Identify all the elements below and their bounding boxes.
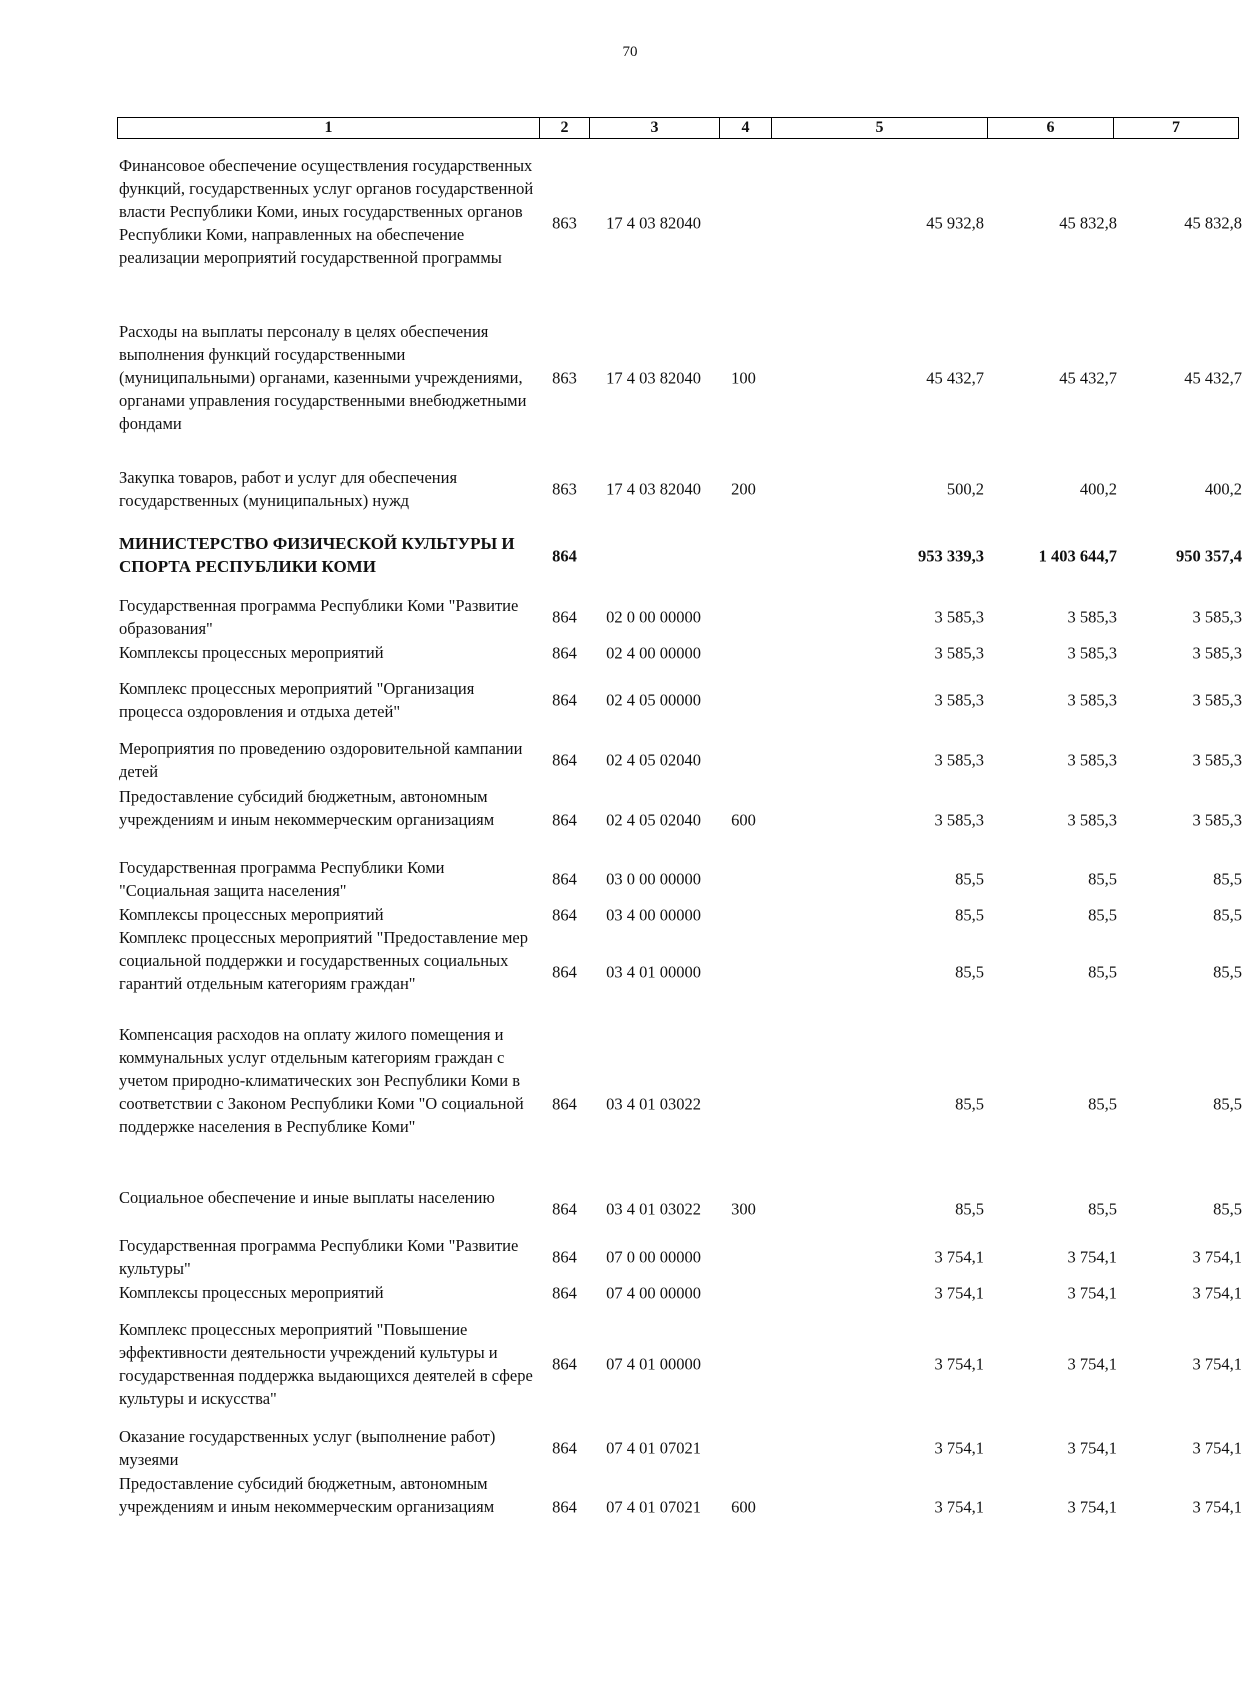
row-expense-type: 200 <box>731 479 756 499</box>
row-amount-2: 3 754,1 <box>1067 1438 1117 1458</box>
row-amount-1: 3 754,1 <box>934 1283 984 1302</box>
row-ministry-code: 863 <box>552 368 577 387</box>
row-amount-3: 400,2 <box>1204 479 1242 499</box>
row-description: Комплексы процессных мероприятий <box>119 905 384 924</box>
row-description: Закупка товаров, работ и услуг для обеспечения государственных (муниципальных) нужд <box>119 468 458 510</box>
column-header-7: 7 <box>1114 118 1239 139</box>
page-number: 70 <box>622 44 638 60</box>
row-description: Комплекс процессных мероприятий "Предоставление мер социальной поддержки и государственных социальных гарантий отдельным категориям граждан" <box>119 928 528 993</box>
row-description: МИНИСТЕРСТВО ФИЗИЧЕСКОЙ КУЛЬТУРЫ И СПОРТА РЕСПУБЛИКИ КОМИ <box>119 534 515 576</box>
row-description: Комплексы процессных мероприятий <box>119 643 384 662</box>
row-target-code: 03 4 01 03022 <box>606 1094 701 1113</box>
row-description: Социальное обеспечение и иные выплаты населению <box>119 1188 495 1207</box>
row-amount-1: 85,5 <box>955 962 984 982</box>
row-target-code: 03 0 00 00000 <box>606 869 701 889</box>
row-amount-2: 85,5 <box>1088 905 1117 924</box>
table-row <box>117 856 1242 902</box>
row-description: Мероприятия по проведению оздоровительной кампании детей <box>119 739 523 781</box>
column-header-6: 6 <box>988 118 1114 139</box>
table-row <box>117 1425 1242 1471</box>
table-row <box>117 926 1242 1018</box>
row-amount-2: 3 754,1 <box>1067 1354 1117 1374</box>
row-target-code: 02 4 05 00000 <box>606 690 701 710</box>
column-header-4: 4 <box>720 118 772 139</box>
row-ministry-code: 864 <box>552 607 577 627</box>
row-amount-1: 3 585,3 <box>934 643 984 662</box>
row-ministry-code: 864 <box>552 962 577 982</box>
row-target-code: 07 4 00 00000 <box>606 1283 701 1302</box>
row-amount-2: 85,5 <box>1088 869 1117 889</box>
row-amount-3: 85,5 <box>1213 1094 1242 1113</box>
row-amount-1: 3 585,3 <box>934 607 984 627</box>
row-target-code: 17 4 03 82040 <box>606 368 701 387</box>
row-amount-1: 953 339,3 <box>918 546 984 566</box>
row-ministry-code: 864 <box>552 546 577 566</box>
column-header-table <box>117 117 1239 139</box>
row-target-code: 17 4 03 82040 <box>606 479 701 499</box>
row-amount-1: 85,5 <box>955 869 984 889</box>
table-row <box>117 903 1242 926</box>
row-description: Государственная программа Республики Коми "Социальная защита населения" <box>119 858 445 900</box>
row-ministry-code: 864 <box>552 869 577 889</box>
row-amount-2: 400,2 <box>1079 479 1117 499</box>
row-amount-3: 3 585,3 <box>1192 643 1242 662</box>
row-amount-3: 3 585,3 <box>1192 607 1242 627</box>
row-amount-2: 85,5 <box>1088 1094 1117 1113</box>
column-header-5: 5 <box>772 118 988 139</box>
row-amount-1: 3 754,1 <box>934 1247 984 1267</box>
row-amount-2: 3 585,3 <box>1067 810 1117 829</box>
row-target-code: 07 4 01 07021 <box>606 1438 701 1458</box>
row-amount-1: 3 754,1 <box>934 1497 984 1516</box>
column-header-row <box>118 118 1239 139</box>
row-amount-2: 3 754,1 <box>1067 1283 1117 1302</box>
row-amount-3: 3 754,1 <box>1192 1438 1242 1458</box>
row-amount-1: 3 585,3 <box>934 810 984 829</box>
row-expense-type: 100 <box>731 368 756 387</box>
row-description: Финансовое обеспечение осуществления государственных функций, государственных услуг органов государственной власти Республики Коми, иных государственных органов Республики Коми, направленных на обеспечение реализации мероприятий государственной программы <box>119 156 534 267</box>
row-target-code: 07 4 01 00000 <box>606 1354 701 1374</box>
row-amount-1: 3 754,1 <box>934 1354 984 1374</box>
row-amount-3: 85,5 <box>1213 905 1242 924</box>
row-target-code: 02 4 00 00000 <box>606 643 701 662</box>
table-row-section-heading <box>117 532 1242 580</box>
row-amount-2: 3 585,3 <box>1067 607 1117 627</box>
row-description: Комплекс процессных мероприятий "Повышение эффективности деятельности учреждений культуры и государственная поддержка выдающихся деятелей в сфере культуры и искусства" <box>119 1320 533 1408</box>
row-expense-type: 300 <box>731 1199 756 1219</box>
row-ministry-code: 863 <box>552 479 577 499</box>
row-target-code: 02 4 05 02040 <box>606 810 701 829</box>
column-header-3: 3 <box>590 118 720 139</box>
row-amount-3: 3 585,3 <box>1192 810 1242 829</box>
row-description: Компенсация расходов на оплату жилого помещения и коммунальных услуг отдельным категориям граждан с учетом природно-климатических зон Республики Коми в соответствии с Законом Республики Коми "О социальной поддержке населения в Республике Коми" <box>119 1025 524 1136</box>
row-ministry-code: 864 <box>552 810 577 829</box>
table-row <box>117 1186 1242 1232</box>
row-target-code: 03 4 00 00000 <box>606 905 701 924</box>
row-description: Государственная программа Республики Коми "Развитие культуры" <box>119 1236 519 1278</box>
row-amount-3: 3 754,1 <box>1192 1283 1242 1302</box>
row-ministry-code: 864 <box>552 1497 577 1516</box>
row-amount-1: 3 585,3 <box>934 690 984 710</box>
row-description: Предоставление субсидий бюджетным, автономным учреждениям и иным некоммерческим организациям <box>119 1474 495 1516</box>
table-row <box>117 641 1242 664</box>
row-amount-1: 3 754,1 <box>934 1438 984 1458</box>
table-row <box>117 154 1242 292</box>
table-row <box>117 594 1242 640</box>
row-target-code: 07 4 01 07021 <box>606 1497 701 1516</box>
table-row <box>117 785 1242 854</box>
table-row <box>117 1318 1242 1410</box>
row-amount-1: 45 932,8 <box>926 213 984 233</box>
row-ministry-code: 863 <box>552 213 577 233</box>
row-description: Предоставление субсидий бюджетным, автономным учреждениям и иным некоммерческим организациям <box>119 787 495 829</box>
row-amount-1: 3 585,3 <box>934 750 984 770</box>
table-row <box>117 677 1242 723</box>
table-row <box>117 737 1242 783</box>
row-description: Государственная программа Республики Коми "Развитие образования" <box>119 596 519 638</box>
row-amount-3: 45 832,8 <box>1184 213 1242 233</box>
row-expense-type: 600 <box>731 810 756 829</box>
row-amount-2: 1 403 644,7 <box>1038 546 1117 566</box>
row-description: Расходы на выплаты персоналу в целях обеспечения выполнения функций государственными (муниципальными) органами, казенными учреждениями, органами управления государственными внебюджетными фондами <box>119 322 527 433</box>
row-amount-3: 3 585,3 <box>1192 750 1242 770</box>
row-amount-2: 3 754,1 <box>1067 1247 1117 1267</box>
row-amount-3: 85,5 <box>1213 962 1242 982</box>
row-amount-2: 45 432,7 <box>1059 368 1117 387</box>
row-amount-2: 45 832,8 <box>1059 213 1117 233</box>
row-ministry-code: 864 <box>552 690 577 710</box>
row-amount-3: 950 357,4 <box>1176 546 1242 566</box>
row-ministry-code: 864 <box>552 1094 577 1113</box>
row-amount-3: 3 754,1 <box>1192 1497 1242 1516</box>
row-amount-1: 85,5 <box>955 1094 984 1113</box>
column-header-2: 2 <box>540 118 590 139</box>
table-row <box>117 320 1242 435</box>
row-amount-3: 3 754,1 <box>1192 1247 1242 1267</box>
row-target-code: 07 0 00 00000 <box>606 1247 701 1267</box>
row-description: Оказание государственных услуг (выполнение работ) музеями <box>119 1427 496 1469</box>
row-amount-2: 3 585,3 <box>1067 643 1117 662</box>
row-target-code: 17 4 03 82040 <box>606 213 701 233</box>
row-ministry-code: 864 <box>552 643 577 662</box>
row-amount-2: 3 585,3 <box>1067 690 1117 710</box>
row-ministry-code: 864 <box>552 1247 577 1267</box>
row-ministry-code: 864 <box>552 1354 577 1374</box>
row-target-code: 02 0 00 00000 <box>606 607 701 627</box>
row-amount-2: 3 754,1 <box>1067 1497 1117 1516</box>
row-amount-2: 85,5 <box>1088 962 1117 982</box>
row-amount-2: 85,5 <box>1088 1199 1117 1219</box>
table-row <box>117 1023 1242 1184</box>
table-row <box>117 1281 1242 1304</box>
table-row <box>117 1234 1242 1280</box>
column-header-1: 1 <box>118 118 540 139</box>
row-amount-1: 85,5 <box>955 1199 984 1219</box>
row-amount-3: 85,5 <box>1213 869 1242 889</box>
row-description: Комплекс процессных мероприятий "Организация процесса оздоровления и отдыха детей" <box>119 679 475 721</box>
row-amount-2: 3 585,3 <box>1067 750 1117 770</box>
row-ministry-code: 864 <box>552 1199 577 1219</box>
row-target-code: 03 4 01 03022 <box>606 1199 701 1219</box>
row-ministry-code: 864 <box>552 1283 577 1302</box>
row-description: Комплексы процессных мероприятий <box>119 1283 384 1302</box>
row-amount-1: 500,2 <box>946 479 984 499</box>
row-amount-3: 45 432,7 <box>1184 368 1242 387</box>
table-row <box>117 1472 1242 1541</box>
row-amount-1: 85,5 <box>955 905 984 924</box>
row-target-code: 03 4 01 00000 <box>606 962 701 982</box>
table-row <box>117 466 1242 512</box>
row-ministry-code: 864 <box>552 1438 577 1458</box>
row-amount-1: 45 432,7 <box>926 368 984 387</box>
row-target-code: 02 4 05 02040 <box>606 750 701 770</box>
row-amount-3: 3 585,3 <box>1192 690 1242 710</box>
row-amount-3: 85,5 <box>1213 1199 1242 1219</box>
row-amount-3: 3 754,1 <box>1192 1354 1242 1374</box>
row-ministry-code: 864 <box>552 750 577 770</box>
row-expense-type: 600 <box>731 1497 756 1516</box>
row-ministry-code: 864 <box>552 905 577 924</box>
